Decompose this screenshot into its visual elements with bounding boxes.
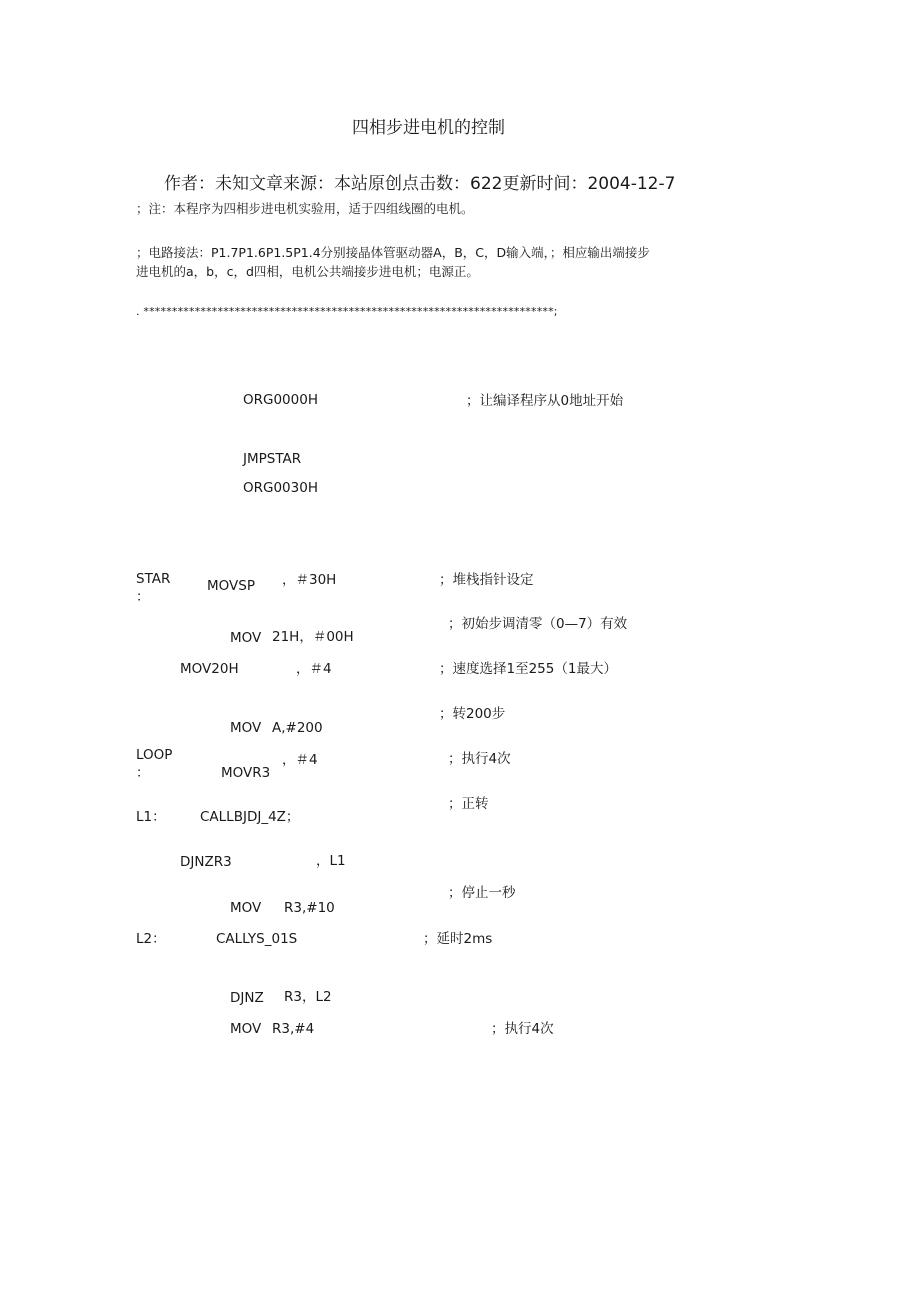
- comment-forward: ；正转: [448, 796, 489, 812]
- article-meta: 作者：未知文章来源：本站原创点击数：622更新时间：2004-12-7: [164, 174, 676, 194]
- code-djnz-op: DJNZ: [230, 990, 264, 1006]
- code-mova-op: MOV: [230, 720, 262, 736]
- code-mov21-operand: 21H，＃00H: [272, 629, 354, 645]
- code-djnz-operand: R3，L2: [284, 989, 332, 1005]
- code-jmpstar: JMPSTAR: [243, 451, 302, 467]
- code-djnzr3-operand: ，L1: [316, 853, 346, 869]
- comment-init: ；初始步调清零（0—7）有效: [448, 616, 628, 632]
- code-movr3: MOVR3: [221, 765, 271, 781]
- comment-mov20: ；速度选择1至255（1最大）: [439, 661, 617, 677]
- separator-stars: . ************************************************************************;: [136, 305, 558, 318]
- label-star: STAR: [136, 571, 171, 587]
- wiring-note-line2: 进电机的a，b，c，d四相，电机公共端接步进电机；电源正。: [136, 264, 479, 279]
- label-star-colon: ：: [136, 589, 150, 605]
- code-mov21-op: MOV: [230, 630, 262, 646]
- code-movr3b-operand: R3,#10: [284, 900, 335, 916]
- wiring-note-line1: ；电路接法：P1.7P1.6P1.5P1.4分别接晶体管驱动器A，B，C，D输入端，；相应输出端接步: [136, 245, 650, 260]
- code-movr3b-op: MOV: [230, 900, 262, 916]
- code-movsp-operand: ，＃30H: [282, 572, 337, 588]
- comment-movsp: ；堆栈指针设定: [439, 572, 534, 588]
- comment-movr3: ；执行4次: [448, 751, 511, 767]
- comment-delay: ；延时2ms: [423, 931, 493, 947]
- code-mova-operand: A,#200: [272, 720, 323, 736]
- label-loop-colon: ：: [136, 765, 150, 781]
- label-loop: LOOP: [136, 747, 173, 763]
- program-note: ；注：本程序为四相步进电机实验用，适于四组线圈的电机。: [136, 201, 474, 216]
- code-callbjdj: CALLBJDJ_4Z；: [200, 809, 300, 825]
- code-movr3-operand: ，＃4: [282, 752, 318, 768]
- label-l2: L2：: [136, 931, 166, 947]
- code-org0000: ORG0000H: [243, 392, 318, 408]
- comment-stop: ；停止一秒: [448, 885, 516, 901]
- page-title: 四相步进电机的控制: [352, 118, 505, 138]
- comment-org0000: ；让编译程序从0地址开始: [466, 393, 624, 409]
- comment-turn: ；转200步: [439, 706, 506, 722]
- code-org0030: ORG0030H: [243, 480, 318, 496]
- code-movr3c-op: MOV: [230, 1021, 262, 1037]
- code-movr3c-operand: R3,#4: [272, 1021, 315, 1037]
- code-callys: CALLYS_01S: [216, 931, 298, 947]
- code-djnzr3: DJNZR3: [180, 854, 232, 870]
- comment-movr3c: ；执行4次: [491, 1021, 554, 1037]
- code-movsp: MOVSP: [207, 578, 255, 594]
- label-l1: L1：: [136, 809, 166, 825]
- code-mov20: MOV20H: [180, 661, 239, 677]
- code-mov20-operand: ，＃4: [296, 661, 332, 677]
